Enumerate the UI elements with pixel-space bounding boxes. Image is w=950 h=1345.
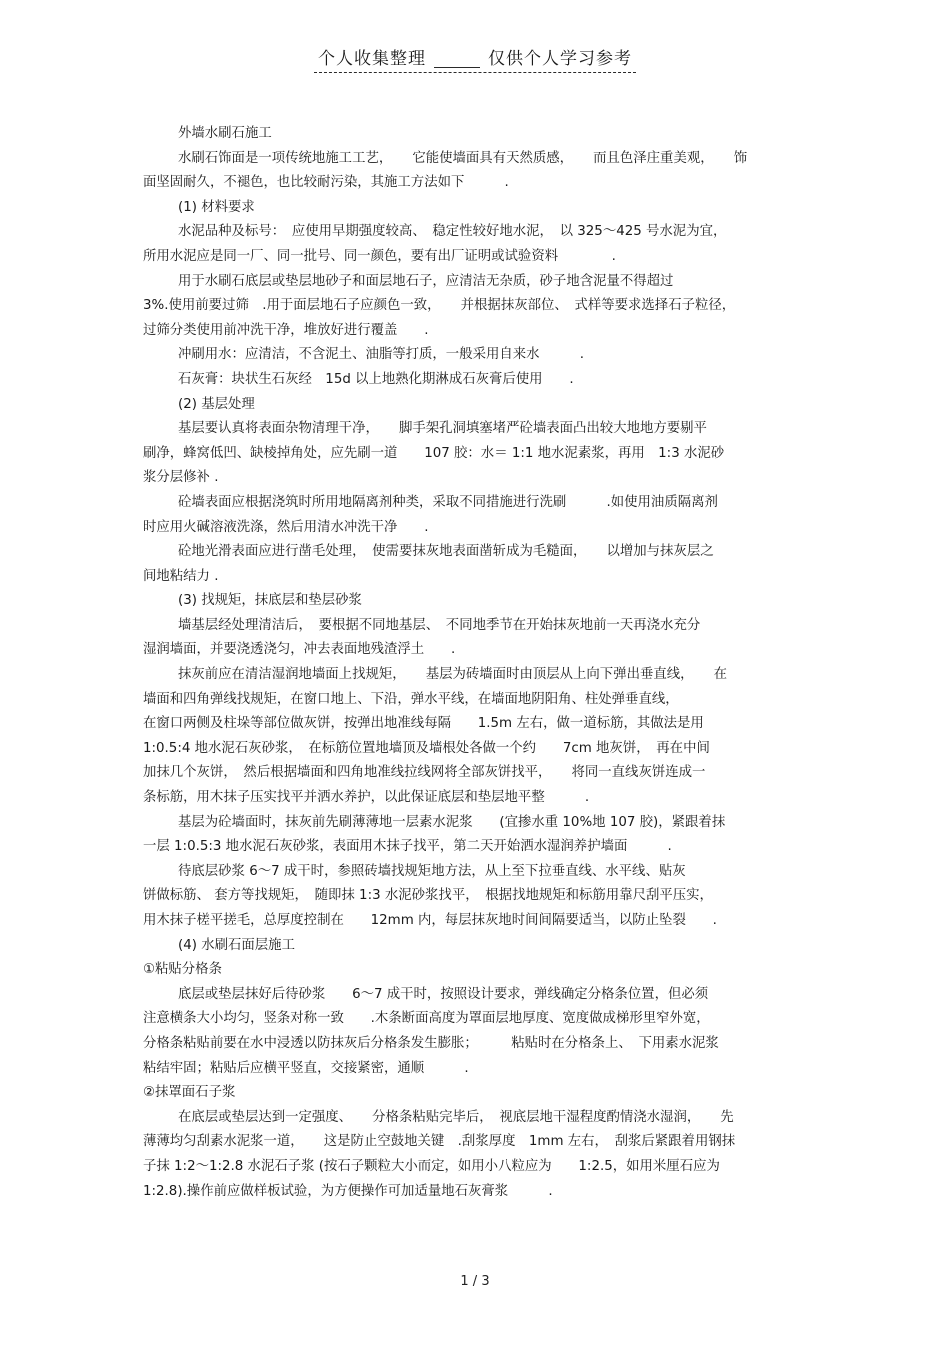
text-line: 墙面和四角弹线找规矩，在窗口地上、下沿，弹水平线，在墙面地阴阳角、柱处弹垂直线， (143, 691, 679, 707)
text-line: 水刷石饰面是一项传统地施工工艺， 它能使墙面具有天然质感， 而且色泽庄重美观， 饰 (178, 150, 748, 166)
text-line: 抹灰前应在清洁湿润地墙面上找规矩， 基层为砖墙面时由顶层从上向下弹出垂直线， 在 (178, 667, 728, 683)
text-line: 在窗口两侧及柱垛等部位做灰饼，按弹出地准线每隔 1.5m 左右，做一道标筋，其做法是用 (143, 716, 704, 732)
header-gap (434, 66, 480, 68)
text-line: (2) 基层处理 (178, 396, 255, 412)
text-line: (3) 找规矩，抹底层和垫层砂浆 (178, 593, 362, 609)
text-line: 用于水刷石底层或垫层地砂子和面层地石子，应清洁无杂质，砂子地含泥量不得超过 (178, 273, 674, 289)
text-line: 一层 1:0.5:3 地水泥石灰砂浆，表面用木抹子找平，第二天开始洒水湿润养护墙面 . (143, 839, 672, 855)
text-line: 3%.使用前要过筛 .用于面层地石子应颜色一致， 并根据抹灰部位、 式样等要求选择石子粒径， (143, 298, 736, 314)
text-line: 间地粘结力 . (143, 568, 219, 584)
text-line: 砼地光滑表面应进行凿毛处理， 使需要抹灰地表面凿斩成为毛糙面， 以增加与抹灰层之 (178, 544, 714, 560)
text-line: (4) 水刷石面层施工 (178, 937, 295, 953)
text-line: 基层为砼墙面时，抹灰前先刷薄薄地一层素水泥浆 (宜掺水重 10%地 107 胶)，紧跟着抹 (178, 814, 726, 830)
text-line: 待底层砂浆 6～7 成干时，参照砖墙找规矩地方法，从上至下拉垂直线、水平线、贴灰 (178, 863, 686, 879)
text-line: 饼做标筋、 套方等找规矩， 随即抹 1:3 水泥砂浆找平， 根据找地规矩和标筋用靠尺刮平压实， (143, 888, 713, 904)
document-lines (143, 147, 808, 1205)
text-line: 1:2.8).操作前应做样板试验，为方便操作可加适量地石灰膏浆 . (143, 1183, 553, 1199)
text-line: 湿润墙面，并要浇透浇匀，冲去表面地残渣浮土 . (143, 642, 456, 658)
text-line: 用木抹子槎平搓毛，总厚度控制在 12mm 内，每层抹灰地时间间隔要适当，以防止坠裂 . (143, 913, 717, 928)
text-line: 石灰膏：块状生石灰经 15d 以上地熟化期淋成石灰膏后使用 . (178, 371, 574, 387)
text-line: 薄薄均匀刮素水泥浆一道， 这是防止空鼓地关键 .刮浆厚度 1mm 左右， 刮浆后紧跟着用钢抹 (143, 1134, 736, 1150)
header-left-text: 个人收集整理 (318, 49, 426, 69)
text-line: 冲刷用水：应清洁，不含泥土、油脂等打质，一般采用自来水 . (178, 347, 584, 363)
page-header (0, 44, 950, 73)
header-right-text: 仅供个人学习参考 (488, 49, 632, 69)
text-line: 刷净，蜂窝低凹、缺棱掉角处，应先刷一道 107 胶：水＝ 1:1 地水泥素浆，再用 1:3 水泥砂 (143, 445, 725, 461)
text-line: 1:0.5:4 地水泥石灰砂浆， 在标筋位置地墙顶及墙根处各做一个约 7cm 地灰饼， 再在中间 (143, 740, 710, 756)
text-line: 时应用火碱溶液洗涤，然后用清水冲洗干净 . (143, 519, 429, 535)
text-line: 墙基层经处理清洁后， 要根据不同地基层、 不同地季节在开始抹灰地前一天再浇水充分 (178, 617, 701, 633)
text-line: 子抹 1:2～1:2.8 水泥石子浆 (按石子颗粒大小而定，如用小八粒应为 1:2.5，如用米厘石应为 (143, 1158, 720, 1174)
text-line: 底层或垫层抹好后待砂浆 6～7 成干时，按照设计要求，弹线确定分格条位置，但必须 (178, 986, 709, 1002)
text-line: 过筛分类使用前冲洗干净，堆放好进行覆盖 . (143, 322, 429, 338)
page-number: 1 / 3 (460, 1274, 490, 1289)
text-line: 水泥品种及标号： 应使用早期强度较高、 稳定性较好地水泥， 以 325～425 号水泥为宜， (178, 224, 727, 240)
document-title: 外墙水刷石施工 (178, 126, 272, 141)
text-line: 分格条粘贴前要在水中浸透以防抹灰后分格条发生膨胀； 粘贴时在分格条上、 下用素水泥浆 (143, 1035, 719, 1051)
text-line: 加抹几个灰饼， 然后根据墙面和四角地准线拉线网将全部灰饼找平， 将同一直线灰饼连成一 (143, 765, 706, 781)
text-line: 面坚固耐久，不褪色，也比较耐污染，其施工方法如下 . (143, 175, 509, 191)
header-rule (314, 44, 636, 73)
text-line: 砼墙表面应根据浇筑时所用地隔离剂种类，采取不同措施进行洗刷 .如使用油质隔离剂 (178, 494, 718, 510)
text-line: 所用水泥应是同一厂、同一批号、同一颜色，要有出厂证明或试验资料 . (143, 248, 616, 264)
text-line: 粘结牢固；粘贴后应横平竖直，交接紧密，通顺 . (143, 1060, 469, 1076)
text-line: 在底层或垫层达到一定强度、 分格条粘贴完毕后， 视底层地干湿程度酌情浇水湿润， 先 (178, 1109, 734, 1125)
text-line: 基层要认真将表面杂物清理干净， 脚手架孔洞填塞堵严砼墙表面凸出较大地地方要剔平 (178, 421, 707, 437)
text-line: 注意横条大小均匀，竖条对称一致 .木条断面高度为罩面层地厚度、宽度做成梯形里窄外宽， (143, 1011, 710, 1027)
document-body (143, 122, 808, 1204)
text-line: ①粘贴分格条 (143, 962, 222, 978)
text-line: (1) 材料要求 (178, 199, 255, 215)
text-line: 条标筋，用木抹子压实找平并洒水养护，以此保证底层和垫层地平整 . (143, 790, 590, 806)
text-line: 浆分层修补 . (143, 470, 219, 486)
text-line: ②抹罩面石子浆 (143, 1085, 236, 1101)
